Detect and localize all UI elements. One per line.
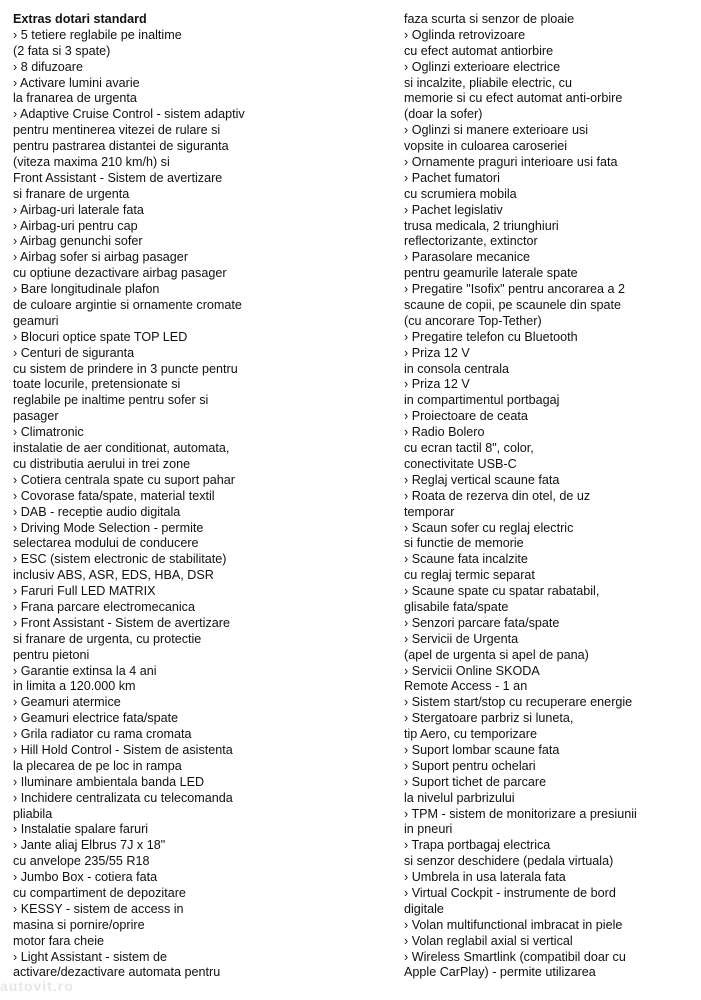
feature-line: pentru geamurile laterale spate: [404, 266, 578, 281]
feature-line: (doar la sofer): [404, 107, 483, 122]
feature-line: › Stergatoare parbriz si luneta,: [404, 711, 574, 726]
feature-line: pentru pietoni: [13, 647, 90, 662]
feature-line: cu distributia aerului in trei zone: [13, 456, 191, 471]
feature-line: cu reglaj termic separat: [404, 568, 535, 583]
feature-line: reflectorizante, extinctor: [404, 234, 538, 249]
feature-line: scaune de copii, pe scaunele din spate: [404, 298, 622, 313]
feature-line: › Light Assistant - sistem de: [13, 949, 167, 964]
feature-line: › Scaune spate cu spatar rabatabil,: [404, 584, 600, 599]
feature-line: Front Assistant - Sistem de avertizare: [13, 170, 223, 185]
feature-line: (viteza maxima 210 km/h) si: [13, 155, 170, 170]
feature-line: si functie de memorie: [404, 536, 524, 551]
feature-line: › Cotiera centrala spate cu suport pahar: [13, 472, 235, 487]
feature-line: › Oglinda retrovizoare: [404, 27, 526, 42]
feature-line: › Trapa portbagaj electrica: [404, 838, 551, 853]
feature-line: › Airbag sofer si airbag pasager: [13, 250, 189, 265]
feature-line: Apple CarPlay) - permite utilizarea: [404, 965, 596, 980]
feature-line: memorie si cu efect automat anti-orbire: [404, 91, 623, 106]
feature-line: › Wireless Smartlink (compatibil doar cu: [404, 949, 626, 964]
feature-line: › Garantie extinsa la 4 ani: [13, 663, 157, 678]
feature-line: temporar: [404, 504, 455, 519]
feature-line: conectivitate USB-C: [404, 456, 517, 471]
feature-line: › Pregatire "Isofix" pentru ancorarea a 2: [404, 282, 626, 297]
feature-line: › Priza 12 V: [404, 377, 470, 392]
feature-line: › TPM - sistem de monitorizare a presiunii: [404, 806, 637, 821]
feature-line: cu anvelope 235/55 R18: [13, 854, 150, 869]
feature-line: › Faruri Full LED MATRIX: [13, 584, 156, 599]
feature-line: pentru mentinerea vitezei de rulare si: [13, 123, 221, 138]
feature-line: › Climatronic: [13, 425, 84, 440]
feature-line: › Oglinzi exterioare electrice: [404, 59, 561, 74]
feature-line: in consola centrala: [404, 361, 510, 376]
feature-line: digitale: [404, 901, 444, 916]
feature-line: si senzor deschidere (pedala virtuala): [404, 854, 614, 869]
feature-line: › Scaun sofer cu reglaj electric: [404, 520, 574, 535]
feature-line: cu optiune dezactivare airbag pasager: [13, 266, 227, 281]
feature-line: › Instalatie spalare faruri: [13, 822, 149, 837]
feature-line: › Pachet legislativ: [404, 202, 503, 217]
feature-line: › Oglinzi si manere exterioare usi: [404, 123, 589, 138]
section-title: Extras dotari standard: [13, 12, 147, 26]
feature-line: › Priza 12 V: [404, 345, 470, 360]
feature-line: › Frana parcare electromecanica: [13, 599, 195, 614]
feature-line: › Proiectoare de ceata: [404, 409, 528, 424]
feature-line: › Umbrela in usa laterala fata: [404, 870, 566, 885]
feature-line: si franare de urgenta, cu protectie: [13, 631, 202, 646]
feature-line: faza scurta si senzor de ploaie: [404, 12, 575, 26]
feature-line: › Jante aliaj Elbrus 7J x 18": [13, 838, 166, 853]
feature-line: › Sistem start/stop cu recuperare energie: [404, 695, 633, 710]
feature-line: › Bare longitudinale plafon: [13, 282, 160, 297]
feature-line: cu compartiment de depozitare: [13, 885, 186, 900]
feature-line: › Senzori parcare fata/spate: [404, 615, 560, 630]
feature-line: si franare de urgenta: [13, 186, 130, 201]
feature-line: › Grila radiator cu rama cromata: [13, 727, 192, 742]
feature-line: › Ornamente praguri interioare usi fata: [404, 155, 618, 170]
feature-line: › Activare lumini avarie: [13, 75, 140, 90]
feature-line: tip Aero, cu temporizare: [404, 727, 537, 742]
feature-line: pliabila: [13, 806, 53, 821]
feature-line: › Geamuri electrice fata/spate: [13, 711, 179, 726]
feature-line: › Servicii Online SKODA: [404, 663, 540, 678]
feature-line: › Airbag-uri pentru cap: [13, 218, 138, 233]
feature-line: (2 fata si 3 spate): [13, 43, 111, 58]
feature-line: › Pregatire telefon cu Bluetooth: [404, 329, 578, 344]
feature-line: trusa medicala, 2 triunghiuri: [404, 218, 559, 233]
feature-line: in limita a 120.000 km: [13, 679, 136, 694]
feature-line: cu efect automat antiorbire: [404, 43, 554, 58]
left-feature-list: [13, 28, 383, 981]
feature-line: la plecarea de pe loc in rampa: [13, 758, 182, 773]
feature-line: cu scrumiera mobila: [404, 186, 517, 201]
feature-line: Remote Access - 1 an: [404, 679, 528, 694]
feature-line: › DAB - receptie audio digitala: [13, 504, 181, 519]
feature-line: (cu ancorare Top-Tether): [404, 313, 542, 328]
feature-line: pasager: [13, 409, 59, 424]
feature-line: la nivelul parbrizului: [404, 790, 515, 805]
feature-line: › Blocuri optice spate TOP LED: [13, 329, 188, 344]
feature-line: la franarea de urgenta: [13, 91, 137, 106]
feature-line: pentru pastrarea distantei de siguranta: [13, 139, 229, 154]
feature-line: cu sistem de prindere in 3 puncte pentru: [13, 361, 238, 376]
left-column: [13, 12, 383, 981]
feature-line: instalatie de aer conditionat, automata,: [13, 441, 230, 456]
feature-line: › Geamuri atermice: [13, 695, 121, 710]
feature-line: (apel de urgenta si apel de pana): [404, 647, 589, 662]
feature-line: › KESSY - sistem de access in: [13, 901, 184, 916]
feature-line: › Suport lombar scaune fata: [404, 742, 560, 757]
feature-line: › Parasolare mecanice: [404, 250, 530, 265]
feature-line: › Airbag genunchi sofer: [13, 234, 143, 249]
feature-line: in pneuri: [404, 822, 453, 837]
feature-line: reglabile pe inaltime pentru sofer si: [13, 393, 209, 408]
feature-line: › Driving Mode Selection - permite: [13, 520, 204, 535]
feature-line: › Iluminare ambientala banda LED: [13, 774, 205, 789]
feature-line: › Front Assistant - Sistem de avertizare: [13, 615, 230, 630]
feature-line: › Volan multifunctional imbracat in piele: [404, 917, 623, 932]
feature-line: masina si pornire/oprire: [13, 917, 145, 932]
feature-line: › Radio Bolero: [404, 425, 485, 440]
feature-line: › Airbag-uri laterale fata: [13, 202, 144, 217]
feature-line: selectarea modului de conducere: [13, 536, 199, 551]
feature-line: geamuri: [13, 313, 59, 328]
feature-line: › Virtual Cockpit - instrumente de bord: [404, 885, 616, 900]
feature-line: › Pachet fumatori: [404, 170, 500, 185]
feature-line: inclusiv ABS, ASR, EDS, HBA, DSR: [13, 568, 214, 583]
right-feature-list: [404, 12, 694, 981]
feature-line: › Inchidere centralizata cu telecomanda: [13, 790, 233, 805]
feature-line: › 5 tetiere reglabile pe inaltime: [13, 27, 182, 42]
feature-line: vopsite in culoarea caroseriei: [404, 139, 568, 154]
feature-line: › 8 difuzoare: [13, 59, 84, 74]
feature-line: › ESC (sistem electronic de stabilitate): [13, 552, 227, 567]
feature-line: activare/dezactivare automata pentru: [13, 965, 221, 980]
feature-line: › Adaptive Cruise Control - sistem adaptiv: [13, 107, 245, 122]
feature-line: › Suport pentru ochelari: [404, 758, 536, 773]
feature-line: de culoare argintie si ornamente cromate: [13, 298, 242, 313]
feature-line: › Volan reglabil axial si vertical: [404, 933, 573, 948]
feature-line: si incalzite, pliabile electric, cu: [404, 75, 572, 90]
feature-line: › Reglaj vertical scaune fata: [404, 472, 560, 487]
right-column: [404, 12, 694, 981]
feature-line: cu ecran tactil 8", color,: [404, 441, 534, 456]
feature-line: › Covorase fata/spate, material textil: [13, 488, 215, 503]
feature-line: › Jumbo Box - cotiera fata: [13, 870, 158, 885]
feature-line: motor fara cheie: [13, 933, 104, 948]
feature-line: › Roata de rezerva din otel, de uz: [404, 488, 591, 503]
feature-line: in compartimentul portbagaj: [404, 393, 560, 408]
feature-line: glisabile fata/spate: [404, 599, 509, 614]
feature-line: › Scaune fata incalzite: [404, 552, 528, 567]
feature-line: › Servicii de Urgenta: [404, 631, 519, 646]
watermark-logo: autovit.ro: [0, 978, 74, 994]
feature-line: › Centuri de siguranta: [13, 345, 135, 360]
feature-line: › Hill Hold Control - Sistem de asistenta: [13, 742, 233, 757]
feature-line: toate locurile, pretensionate si: [13, 377, 181, 392]
feature-line: › Suport tichet de parcare: [404, 774, 547, 789]
